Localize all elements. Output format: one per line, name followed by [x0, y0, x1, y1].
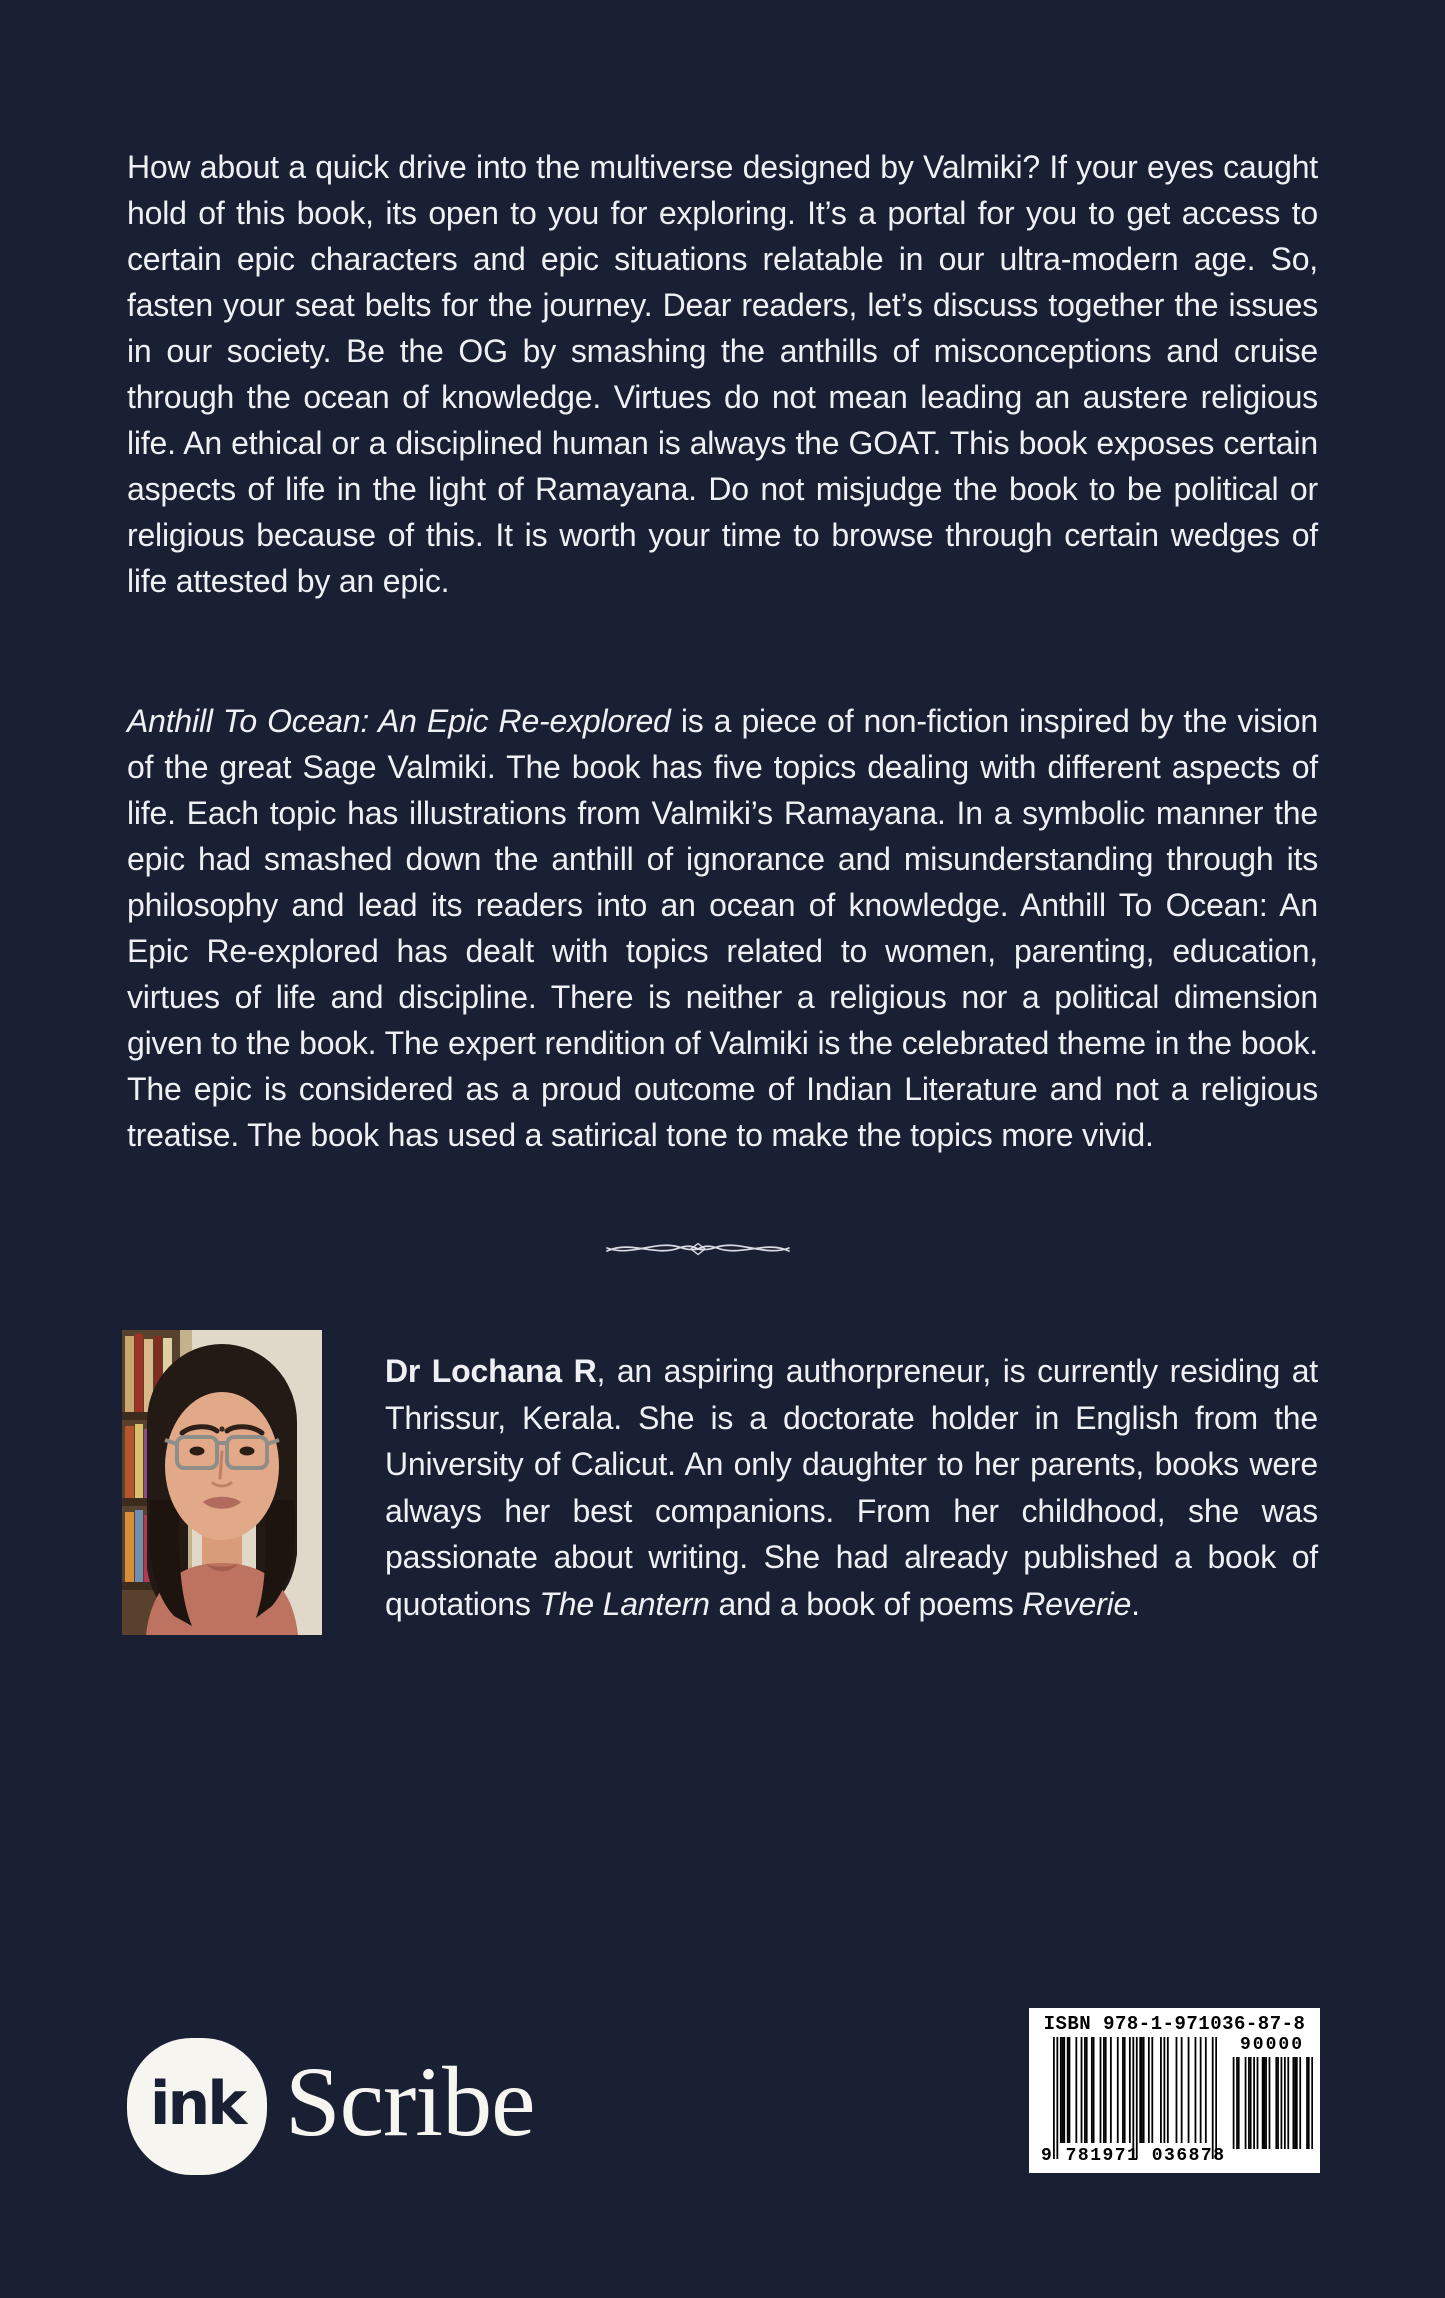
author-bio: Dr Lochana R, an aspiring authorpreneur, is currently residing at Thrissur, Kerala. She is a doctorate holder in English from the University of Calicut. An only daughter to her parents, books were always her best companions. From her childhood, she was passionate about writing. She had already published a book of quotations The Lantern and a book of poems Reverie.	[385, 1353, 1318, 1622]
synopsis-paragraph-2: Anthill To Ocean: An Epic Re-explored is a piece of non-fiction inspired by the vision of the great Sage Valmiki. The book has five topics dealing with different aspects of life. Each topic has illustrations from Valmiki’s Ramayana. In a symbolic manner the epic had smashed down the anthill of ignorance and misunderstanding through its philosophy and lead its readers into an ocean of knowledge. Anthill To Ocean: An Epic Re-explored has dealt with topics related to women, parenting, education, virtues of life and discipline. There is neither a religious nor a political dimension given to the book. The expert rendition of Valmiki is the celebrated theme in the book. The epic is considered as a proud outcome of Indian Literature and not a religious treatise. The book has used a satirical tone to make the topics more vivid.	[127, 703, 1318, 1153]
ink-logo-text: ink	[149, 2068, 245, 2139]
isbn-digits: 9 781971 036878	[1041, 2146, 1226, 2166]
isbn-label: ISBN 978-1-971036-87-8	[1043, 2013, 1306, 2035]
flourish-divider-icon	[603, 1236, 793, 1262]
ink-logo-mark	[127, 2038, 267, 2175]
ean5-supplement-bars	[1231, 2057, 1313, 2149]
isbn-barcode	[1029, 2008, 1320, 2173]
scribe-logo-text: Scribe	[285, 2045, 535, 2157]
price-code: 90000	[1239, 2035, 1304, 2055]
publisher-logo	[127, 2038, 534, 2175]
synopsis-paragraph-1: How about a quick drive into the multiverse designed by Valmiki? If your eyes caught hold of this book, its open to you for exploring. It’s a portal for you to get access to certain epic characters and epic situations relatable in our ultra-modern age. So, fasten your seat belts for the journey. Dear readers, let’s discuss together the issues in our society. Be the OG by smashing the anthills of misconceptions and cruise through the ocean of knowledge. Virtues do not mean leading an austere religious life. An ethical or a disciplined human is always the GOAT. This book exposes certain aspects of life in the light of Ramayana. Do not misjudge the book to be political or religious because of this. It is worth your time to browse through certain wedges of life attested by an epic.	[127, 149, 1318, 599]
author-photo	[122, 1330, 322, 1635]
ean13-bars	[1053, 2037, 1217, 2161]
